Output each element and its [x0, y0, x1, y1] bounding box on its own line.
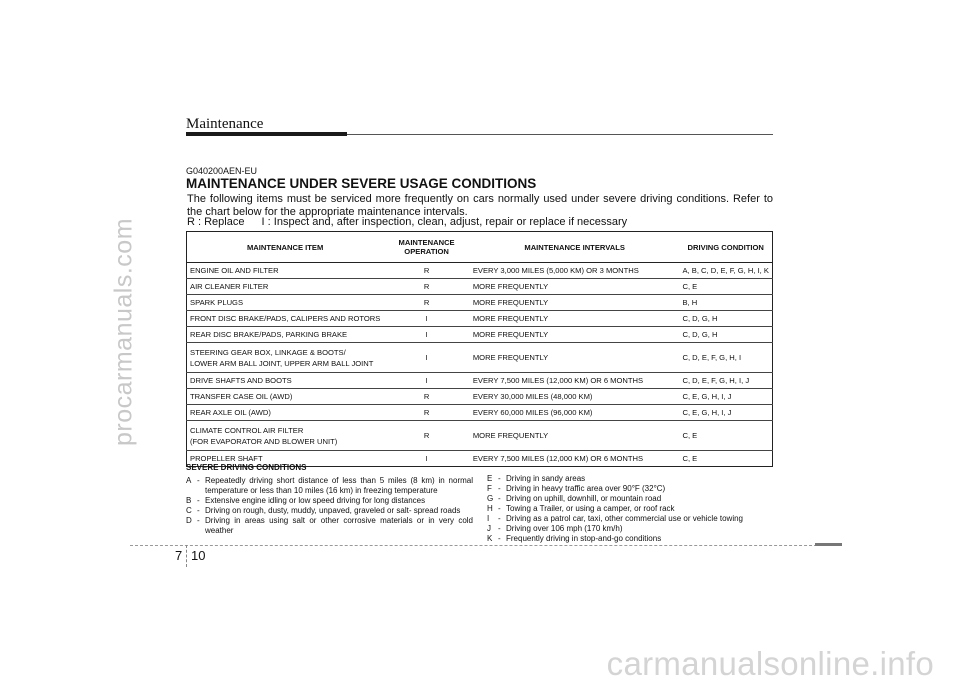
condition-text: Driving in areas using salt or other corrosive materials or in very cold weather: [205, 516, 473, 535]
page-number-separator: [186, 545, 187, 567]
intro-paragraph: The following items must be serviced more frequently on cars normally used under severe driving conditions. Refer to the chart below for the appropriate maintenance intervals.: [187, 193, 773, 218]
maintenance-item-cell: [187, 327, 384, 343]
condition-key: D: [186, 516, 192, 525]
header-maintenance-intervals: MAINTENANCE INTERVALS: [470, 232, 680, 263]
operation-cell: R: [383, 389, 470, 405]
table-row: [187, 327, 773, 343]
condition-key: E: [487, 474, 493, 483]
maintenance-item-cell: [187, 405, 384, 421]
condition-dash: -: [197, 476, 200, 485]
interval-cell: EVERY 7,500 MILES (12,000 KM) OR 6 MONTHS: [472, 454, 644, 463]
condition-cell: C, E: [682, 454, 698, 463]
condition-dash: -: [498, 514, 501, 523]
interval-cell: MORE FREQUENTLY: [470, 311, 680, 327]
condition-dash: -: [197, 516, 200, 525]
maintenance-item-line: AIR CLEANER FILTER: [190, 282, 269, 291]
condition-dash: -: [498, 504, 501, 513]
condition-item: [487, 494, 777, 504]
interval-cell: EVERY 3,000 MILES (5,000 KM) OR 3 MONTHS: [470, 263, 680, 279]
operation-cell: I: [383, 327, 470, 343]
condition-dash: -: [498, 494, 501, 503]
condition-key: B: [186, 496, 192, 505]
maintenance-item-line-2: LOWER ARM BALL JOINT, UPPER ARM BALL JOINT: [190, 358, 374, 368]
footer-divider: [130, 545, 842, 546]
condition-key: H: [487, 504, 493, 513]
table-row: [187, 421, 773, 451]
condition-key: F: [487, 484, 492, 493]
condition-text: Towing a Trailer, or using a camper, or roof rack: [506, 504, 675, 513]
maintenance-item-cell: [187, 263, 384, 279]
condition-item: [487, 504, 777, 514]
condition-text: Driving in sandy areas: [506, 474, 586, 483]
condition-item: [186, 506, 473, 516]
conditions-left-list: [186, 476, 473, 536]
operation-cell: I: [383, 311, 470, 327]
condition-key: I: [487, 514, 490, 523]
maintenance-item-line: ENGINE OIL AND FILTER: [190, 266, 279, 275]
condition-key: C: [186, 506, 192, 515]
condition-dash: -: [498, 474, 501, 483]
operation-cell: I: [383, 343, 470, 373]
condition-item: [186, 496, 473, 506]
page-heading: MAINTENANCE UNDER SEVERE USAGE CONDITIONS: [186, 176, 537, 191]
condition-cell: C, D, G, H: [679, 327, 772, 343]
maintenance-item-cell: [187, 279, 384, 295]
condition-cell: C, E, G, H, I, J: [679, 405, 772, 421]
condition-key: J: [487, 524, 491, 533]
condition-cell: A, B, C, D, E, F, G, H, I, K: [679, 263, 772, 279]
maintenance-item-line: PROPELLER SHAFT: [190, 454, 263, 463]
maintenance-item-cell: [187, 311, 384, 327]
condition-key: A: [186, 476, 192, 485]
table-row: [187, 373, 773, 389]
maintenance-item-cell: [187, 343, 384, 373]
maintenance-item-line: CLIMATE CONTROL AIR FILTER: [190, 425, 304, 435]
section-title: Maintenance: [186, 116, 264, 132]
condition-dash: -: [197, 496, 200, 505]
operation-legend: [187, 216, 641, 228]
maintenance-item-line-2: (FOR EVAPORATOR AND BLOWER UNIT): [190, 436, 338, 446]
header-maintenance-item: MAINTENANCE ITEM: [187, 232, 384, 263]
table-row: [187, 343, 773, 373]
maintenance-item-line: REAR DISC BRAKE/PADS, PARKING BRAKE: [190, 330, 348, 339]
table-header-row: [187, 232, 773, 263]
header-rule-accent: [186, 132, 347, 136]
condition-item: [186, 476, 473, 496]
maintenance-item-line: DRIVE SHAFTS AND BOOTS: [190, 376, 292, 385]
condition-key: K: [487, 534, 493, 543]
table-row: [187, 311, 773, 327]
condition-dash: -: [498, 524, 501, 533]
condition-cell: C, E, G, H, I, J: [679, 389, 772, 405]
maintenance-item-cell: [187, 389, 384, 405]
condition-text: Driving as a patrol car, taxi, other commercial use or vehicle towing: [506, 514, 743, 523]
condition-cell: C, E: [679, 421, 772, 451]
table-row: [187, 389, 773, 405]
operation-cell: R: [383, 279, 470, 295]
maintenance-item-line: REAR AXLE OIL (AWD): [190, 408, 271, 417]
condition-text: Frequently driving in stop-and-go conditions: [506, 534, 662, 543]
condition-item: [487, 474, 777, 484]
interval-cell: EVERY 7,500 MILES (12,000 KM) OR 6 MONTHS: [470, 373, 680, 389]
operation-cell: R: [383, 263, 470, 279]
condition-dash: -: [498, 484, 501, 493]
interval-cell: EVERY 30,000 MILES (48,000 KM): [470, 389, 680, 405]
maintenance-item-cell: [187, 421, 384, 451]
condition-text: Extensive engine idling or low speed driving for long distances: [205, 496, 426, 505]
maintenance-item-line: SPARK PLUGS: [190, 298, 244, 307]
maintenance-table: [186, 231, 773, 467]
table-row: [187, 295, 773, 311]
condition-text: Driving over 106 mph (170 km/h): [506, 524, 623, 533]
maintenance-item-line: STEERING GEAR BOX, LINKAGE & BOOTS/: [190, 347, 346, 357]
table-row: [187, 279, 773, 295]
legend-replace: R : Replace: [187, 216, 245, 228]
condition-item: [487, 484, 777, 494]
condition-key: G: [487, 494, 494, 503]
maintenance-item-line: TRANSFER CASE OIL (AWD): [190, 392, 293, 401]
section-code: G040200AEN-EU: [186, 166, 258, 176]
condition-cell: C, E: [679, 279, 772, 295]
legend-inspect: I : Inspect and, after inspection, clean, adjust, repair or replace if necessary: [261, 216, 628, 228]
maintenance-item-line: FRONT DISC BRAKE/PADS, CALIPERS AND ROTORS: [190, 314, 381, 323]
condition-item: [487, 524, 777, 534]
condition-cell: C, D, E, F, G, H, I: [679, 343, 772, 373]
bottom-watermark: carmanualsonline.info: [606, 645, 934, 682]
operation-cell: I: [425, 454, 428, 463]
condition-item: [487, 534, 777, 544]
condition-dash: -: [197, 506, 200, 515]
condition-item: [487, 514, 777, 524]
conditions-title: SEVERE DRIVING CONDITIONS: [186, 463, 307, 472]
condition-text: Repeatedly driving short distance of less than 5 miles (8 km) in normal temperature or less than 10 miles (16 km) in freezing temperature: [205, 476, 473, 495]
table-row: [187, 405, 773, 421]
operation-cell: I: [383, 373, 470, 389]
condition-cell: B, H: [679, 295, 772, 311]
operation-cell: R: [383, 421, 470, 451]
maintenance-item-cell: [187, 295, 384, 311]
page-number: 10: [191, 548, 206, 563]
condition-text: Driving in heavy traffic area over 90°F (32°C): [506, 484, 666, 493]
chapter-number: 7: [175, 548, 183, 563]
table-row: [187, 263, 773, 279]
conditions-right-list: [487, 474, 777, 544]
condition-cell: C, D, E, F, G, H, I, J: [679, 373, 772, 389]
side-watermark: procarmanuals.com: [109, 217, 138, 447]
interval-cell: MORE FREQUENTLY: [470, 327, 680, 343]
interval-cell: MORE FREQUENTLY: [470, 295, 680, 311]
header-driving-condition: DRIVING CONDITION: [679, 232, 772, 263]
operation-cell: R: [383, 405, 470, 421]
condition-dash: -: [498, 534, 501, 543]
footer-divider-accent: [815, 543, 842, 546]
condition-item: [186, 516, 473, 536]
header-maintenance-operation: MAINTENANCE OPERATION: [383, 232, 470, 263]
condition-text: Driving on uphill, downhill, or mountain road: [506, 494, 662, 503]
condition-cell: C, D, G, H: [679, 311, 772, 327]
operation-cell: R: [383, 295, 470, 311]
condition-text: Driving on rough, dusty, muddy, unpaved, graveled or salt- spread roads: [205, 506, 461, 515]
maintenance-item-cell: [187, 373, 384, 389]
interval-cell: EVERY 60,000 MILES (96,000 KM): [470, 405, 680, 421]
interval-cell: MORE FREQUENTLY: [470, 343, 680, 373]
interval-cell: MORE FREQUENTLY: [470, 279, 680, 295]
interval-cell: MORE FREQUENTLY: [470, 421, 680, 451]
